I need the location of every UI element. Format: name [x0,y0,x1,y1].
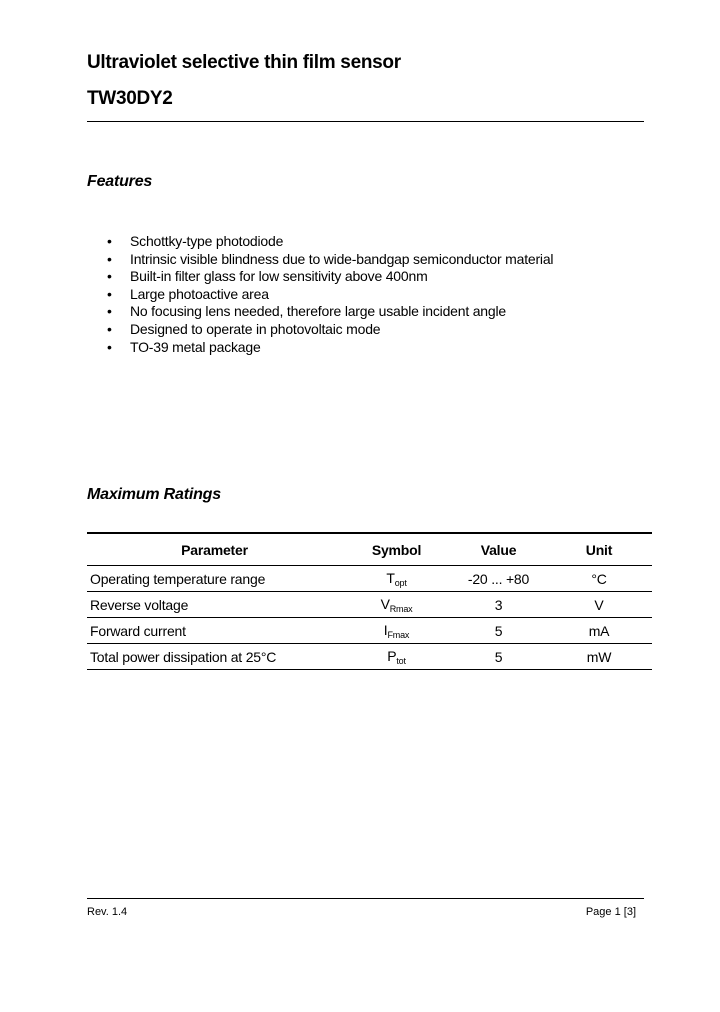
document-title: Ultraviolet selective thin film sensor [87,52,401,73]
ratings-heading: Maximum Ratings [87,486,221,503]
feature-item: • Schottky-type photodiode [107,233,284,249]
part-number: TW30DY2 [87,88,173,109]
bullet-icon: • [107,250,112,267]
symbol-cell: $I_{Fmax}$ [342,618,451,644]
feature-item: • Designed to operate in photovoltaic mode [107,320,381,337]
feature-item: • Built-in filter glass for low sensitivity above 400nm [107,268,428,285]
ratings-table [87,532,652,670]
column-header-value: Value [451,533,546,566]
feature-item: • No focusing lens needed, therefore large usable incident angle [107,303,506,320]
header-divider [87,121,644,122]
table-row [87,566,652,592]
unit-cell: mW [546,644,652,670]
bullet-icon: • [107,338,112,355]
unit-cell: mA [546,618,652,644]
value-cell: 5 [451,644,546,670]
revision-label: Rev. 1.4 [87,906,128,918]
unit-cell: °C [546,566,652,592]
column-header-parameter: Parameter [87,533,342,566]
column-header-symbol: Symbol [342,533,451,566]
bullet-icon: • [107,320,112,337]
table-row [87,592,652,618]
table-row [87,618,652,644]
parameter-cell: Total power dissipation at 25°C [87,644,342,670]
value-cell: 5 [451,618,546,644]
parameter-cell: Forward current [87,618,342,644]
symbol-cell: $P_{tot}$ [342,644,451,670]
bullet-icon: • [107,285,112,302]
feature-item: • Large photoactive area [107,285,269,302]
symbol-cell: $T_{opt}$ [342,566,451,592]
parameter-cell: Reverse voltage [87,592,342,618]
value-cell: 3 [451,592,546,618]
features-heading: Features [87,173,153,190]
page-number: Page 1 [3] [585,906,636,918]
parameter-cell: Operating temperature range [87,566,342,592]
symbol-cell: $V_{Rmax}$ [342,592,451,618]
value-cell: -20 ... +80 [451,566,546,592]
bullet-icon: • [107,268,112,285]
unit-cell: V [546,592,652,618]
column-header-unit: Unit [546,533,652,566]
feature-item: • TO-39 metal package [107,338,261,355]
bullet-icon: • [107,233,112,249]
features-list [107,233,553,356]
footer-divider [87,898,644,899]
feature-item: • Intrinsic visible blindness due to wide-bandgap semiconductor material [107,250,554,267]
table-header-row [87,533,652,566]
bullet-icon: • [107,303,112,320]
table-row [87,644,652,670]
